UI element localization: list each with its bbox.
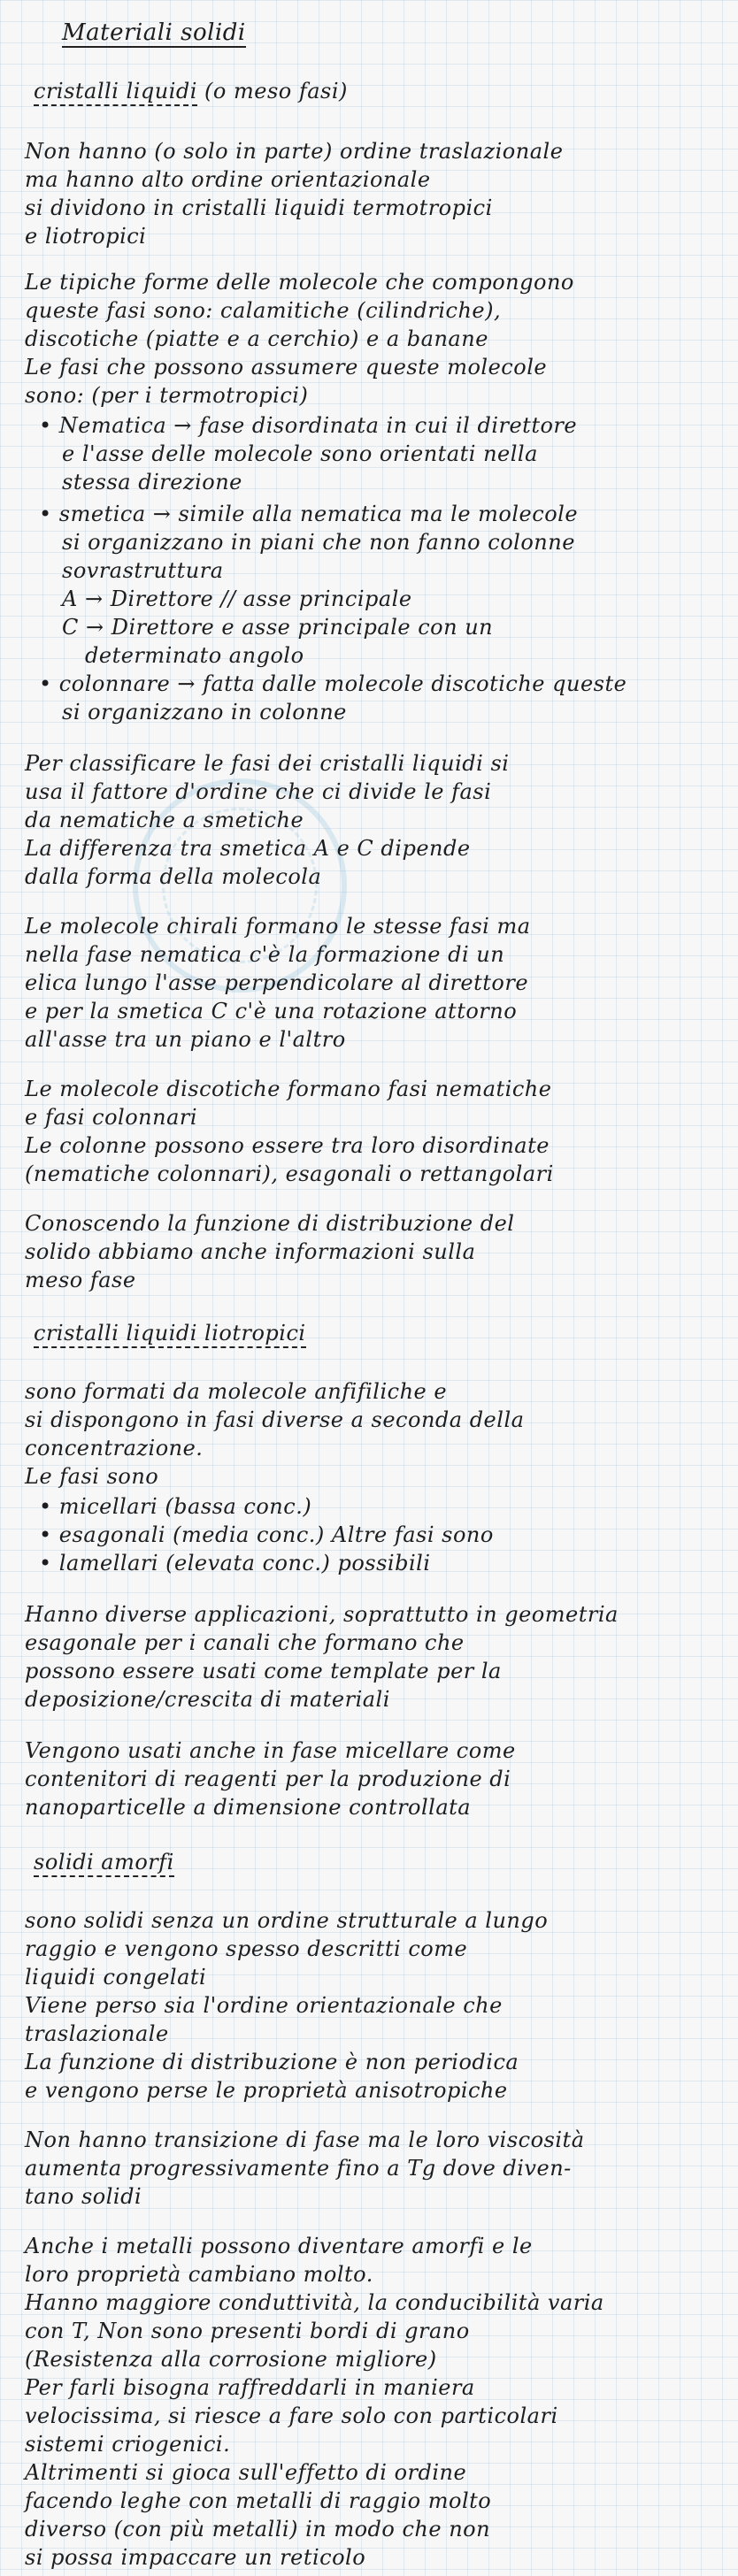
text-line: sono solidi senza un ordine strutturale a lungo [25, 1908, 549, 1933]
text-line: facendo leghe con metalli di raggio molto [25, 2488, 492, 2513]
text-line: contenitori di reagenti per la produzione di [25, 1767, 511, 1791]
bullet-item: • smetica → simile alla nematica ma le molecole [39, 502, 578, 525]
text-line: A → Direttore // asse principale [62, 586, 412, 611]
text-line: si dispongono in fasi diverse a seconda della [25, 1407, 525, 1432]
text-line: e l'asse delle molecole sono orientati nella [62, 441, 538, 466]
text-line: e vengono perse le proprietà anisotropiche [25, 2078, 508, 2103]
text-line: Le colonne possono essere tra loro disordinate [25, 1133, 550, 1158]
text-line: Hanno maggiore conduttività, la conducibilità varia [25, 2290, 604, 2315]
section-heading-amorphous [34, 1851, 174, 1874]
text-line: si organizzano in piani che non fanno colonne [62, 530, 575, 555]
text-line: nella fase nematica c'è la formazione di un [25, 942, 505, 967]
text-line: usa il fattore d'ordine che ci divide le fasi [25, 779, 492, 804]
text-line: Anche i metalli possono diventare amorfi e le [25, 2234, 533, 2258]
text-line: dalla forma della molecola [25, 864, 322, 889]
text-line: solido abbiamo anche informazioni sulla [25, 1239, 476, 1264]
text-line: meso fase [25, 1268, 136, 1292]
text-line: con T, Non sono presenti bordi di grano [25, 2319, 470, 2343]
section-heading-liquid-crystals-text: cristalli liquidi [34, 79, 197, 106]
text-line: tano solidi [25, 2184, 142, 2209]
text-line: determinato angolo [85, 643, 304, 668]
bullet-item: • micellari (bassa conc.) [39, 1495, 311, 1518]
text-line: possono essere usati come template per la [25, 1659, 502, 1683]
bullet-item: • lamellari (elevata conc.) possibili [39, 1552, 431, 1575]
text-line: La differenza tra smetica A e C dipende [25, 836, 471, 861]
text-line: Le molecole chirali formano le stesse fasi ma [25, 914, 531, 939]
text-line: Le fasi sono [25, 1464, 159, 1489]
text-line: raggio e vengono spesso descritti come [25, 1936, 468, 1961]
page-title: Materiali solidi [62, 19, 246, 46]
section-heading-liquid-crystals [34, 80, 348, 103]
text-line: Non hanno (o solo in parte) ordine traslazionale [25, 139, 564, 164]
section-heading-lyotropic [34, 1322, 306, 1345]
text-line: sono: (per i termotropici) [25, 383, 309, 408]
text-line: sono formati da molecole anfifiliche e [25, 1379, 448, 1404]
text-line: ma hanno alto ordine orientazionale [25, 167, 431, 192]
text-line: queste fasi sono: calamitiche (cilindriche), [25, 298, 502, 323]
text-line: Le molecole discotiche formano fasi nematiche [25, 1077, 552, 1101]
text-line: stessa direzione [62, 470, 242, 494]
text-line: concentrazione. [25, 1436, 204, 1460]
text-line: Hanno diverse applicazioni, soprattutto in geometria [25, 1602, 619, 1627]
text-line: discotiche (piatte e a cerchio) e a banane [25, 326, 488, 351]
text-line: Altrimenti si gioca sull'effetto di ordine [25, 2460, 467, 2485]
section-heading-liquid-crystals-suffix: (o meso fasi) [204, 79, 348, 104]
text-line: e per la smetica C c'è una rotazione attorno [25, 999, 518, 1024]
text-line: Vengono usati anche in fase micellare come [25, 1738, 516, 1763]
bullet-item: • colonnare → fatta dalle molecole discotiche queste [39, 672, 627, 695]
text-line: C → Direttore e asse principale con un [62, 615, 494, 640]
text-line: liquidi congelati [25, 1965, 207, 1990]
text-line: elica lungo l'asse perpendicolare al direttore [25, 970, 529, 995]
text-line: esagonale per i canali che formano che [25, 1630, 465, 1655]
text-line: (Resistenza alla corrosione migliore) [25, 2347, 437, 2372]
text-line: Non hanno transizione di fase ma le loro viscosità [25, 2128, 585, 2152]
text-line: Le fasi che possono assumere queste molecole [25, 355, 548, 380]
section-heading-amorphous-text: solidi amorfi [34, 1850, 174, 1877]
text-line: sistemi criogenici. [25, 2432, 231, 2457]
text-line: all'asse tra un piano e l'altro [25, 1027, 346, 1052]
text-line: (nematiche colonnari), esagonali o rettangolari [25, 1162, 554, 1186]
text-line: Viene perso sia l'ordine orientazionale che [25, 1993, 503, 2018]
bullet-item: • Nematica → fase disordinata in cui il direttore [39, 414, 577, 437]
text-line: Conoscendo la funzione di distribuzione del [25, 1211, 515, 1236]
text-line: La funzione di distribuzione è non periodica [25, 2050, 519, 2074]
text-line: si organizzano in colonne [62, 700, 347, 724]
text-line: Le tipiche forme delle molecole che compongono [25, 270, 574, 295]
text-line: nanoparticelle a dimensione controllata [25, 1795, 472, 1820]
text-line: Per farli bisogna raffreddarli in maniera [25, 2375, 475, 2400]
text-line: si dividono in cristalli liquidi termotropici [25, 196, 493, 220]
text-line: diverso (con più metalli) in modo che non [25, 2517, 491, 2542]
text-line: velocissima, si riesce a fare solo con particolari [25, 2404, 558, 2428]
text-line: Per classificare le fasi dei cristalli liquidi si [25, 751, 510, 776]
text-line: traslazionale [25, 2021, 169, 2046]
text-line: deposizione/crescita di materiali [25, 1687, 390, 1712]
text-line: aumenta progressivamente fino a Tg dove diven- [25, 2156, 572, 2181]
bullet-item: • esagonali (media conc.) Altre fasi sono [39, 1523, 494, 1546]
text-line: sovrastruttura [62, 558, 224, 583]
text-line: loro proprietà cambiano molto. [25, 2262, 373, 2287]
text-line: si possa impaccare un reticolo [25, 2545, 366, 2570]
text-line: e fasi colonnari [25, 1105, 198, 1130]
text-line: da nematiche a smetiche [25, 808, 304, 832]
text-line: e liotropici [25, 224, 147, 249]
section-heading-lyotropic-text: cristalli liquidi liotropici [34, 1321, 306, 1348]
